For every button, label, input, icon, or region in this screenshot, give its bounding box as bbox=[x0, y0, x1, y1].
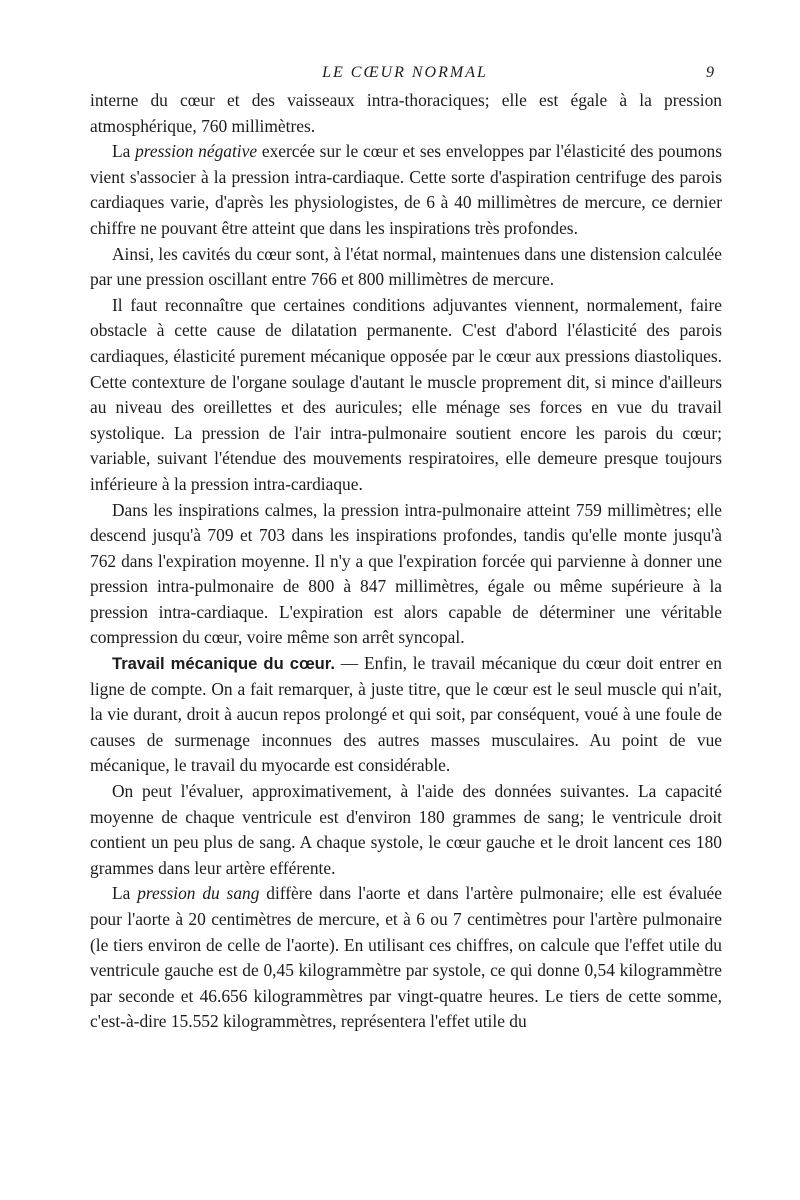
running-header bbox=[92, 64, 718, 88]
paragraph-2 bbox=[90, 139, 722, 241]
paragraph-7: On peut l'évaluer, approximativement, à l'aide des données suivantes. La capacité moyenne de chaque ventricule est d'environ 180 grammes de sang; le ventricule droit contient un peu plus de sang. A chaque systole, le cœur gauche et le droit lancent ces 180 grammes dans leur artère efférente. bbox=[90, 781, 722, 878]
paragraph-8-emphasis: pression du sang bbox=[137, 883, 260, 904]
paragraph-4: Il faut reconnaître que certaines conditions adjuvantes viennent, normalement, faire obstacle à cette cause de dilatation permanente. C'est d'abord l'élasticité des parois cardiaques, élasticité purement mécanique opposée par le cœur aux pressions diastoliques. Cette contexture de l'organe soulage d'autant le muscle proprement dit, si mince d'ailleurs au niveau des oreillettes et des auricules; elle ménage ses forces en vue du travail systolique. La pression de l'air intra-pulmonaire soutient encore les parois du cœur; variable, suivant l'étendue des mouvements respiratoires, elle demeure presque toujours inférieure à la pression intra-cardiaque. bbox=[90, 294, 722, 494]
paragraph-6 bbox=[90, 651, 722, 779]
paragraph-2-lead: La bbox=[112, 141, 131, 162]
paragraph-8-lead: La bbox=[112, 883, 131, 904]
paragraph-8-text: diffère dans l'aorte et dans l'artère pulmonaire; elle est évaluée pour l'aorte à 20 centimètres de mercure, et à 6 ou 7 centimètres pour l'artère pulmonaire (le tiers environ de celle de l'aorte). En utilisant ces chiffres, on calcule que l'effet utile du ventricule gauche est de 0,45 kilogrammètre par systole, ce qui donne 0,54 kilogrammètre par seconde et 46.656 kilogrammètres par vingt-quatre heures. Le tiers de cette somme, c'est-à-dire 15.552 kilogrammètres, représentera l'effet utile du bbox=[90, 883, 722, 1032]
paragraph-3: Ainsi, les cavités du cœur sont, à l'état normal, maintenues dans une distension calculée par une pression oscillant entre 766 et 800 millimètres de mercure. bbox=[90, 243, 722, 290]
paragraph-2-emphasis: pression négative bbox=[135, 141, 258, 162]
section-heading: Travail mécanique du cœur. bbox=[112, 654, 335, 674]
running-title: LE CŒUR NORMAL bbox=[322, 64, 488, 81]
paragraph-8 bbox=[90, 881, 722, 1035]
paragraph-2-text: exercée sur le cœur et ses enveloppes par l'élasticité des poumons vient s'associer à la pression intra-cardiaque. Cette sorte d'aspiration centrifuge des parois cardiaques varie, d'après les physiologistes, de 6 à 40 millimètres de mercure, ce dernier chiffre ne pouvant être atteint que dans les inspirations très profondes. bbox=[90, 141, 722, 238]
page-number: 9 bbox=[706, 64, 714, 81]
paragraph-6-text: — Enfin, le travail mécanique du cœur doit entrer en ligne de compte. On a fait remarquer, à juste titre, que le cœur est le seul muscle qui n'ait, la vie durant, droit à aucun repos prolongé et qui soit, par conséquent, voué à une foule de causes de surmenage inconnues des autres masses musculaires. Au point de vue mécanique, le travail du myocarde est considérable. bbox=[90, 653, 722, 776]
paragraph-5: Dans les inspirations calmes, la pression intra-pulmonaire atteint 759 millimètres; elle descend jusqu'à 709 et 703 dans les inspirations profondes, tandis qu'elle monte jusqu'à 762 dans l'expiration moyenne. Il n'y a que l'expiration forcée qui parvienne à donner une pression intra-pulmonaire de 800 à 847 millimètres, égale ou même supérieure à la pression intra-cardiaque. L'expiration est alors capable de déterminer une véritable compression du cœur, voire même son arrêt syncopal. bbox=[90, 499, 722, 648]
body-text bbox=[90, 88, 722, 1035]
paragraph-1-continuation: interne du cœur et des vaisseaux intra-thoraciques; elle est égale à la pression atmosphérique, 760 millimètres. bbox=[90, 90, 722, 136]
